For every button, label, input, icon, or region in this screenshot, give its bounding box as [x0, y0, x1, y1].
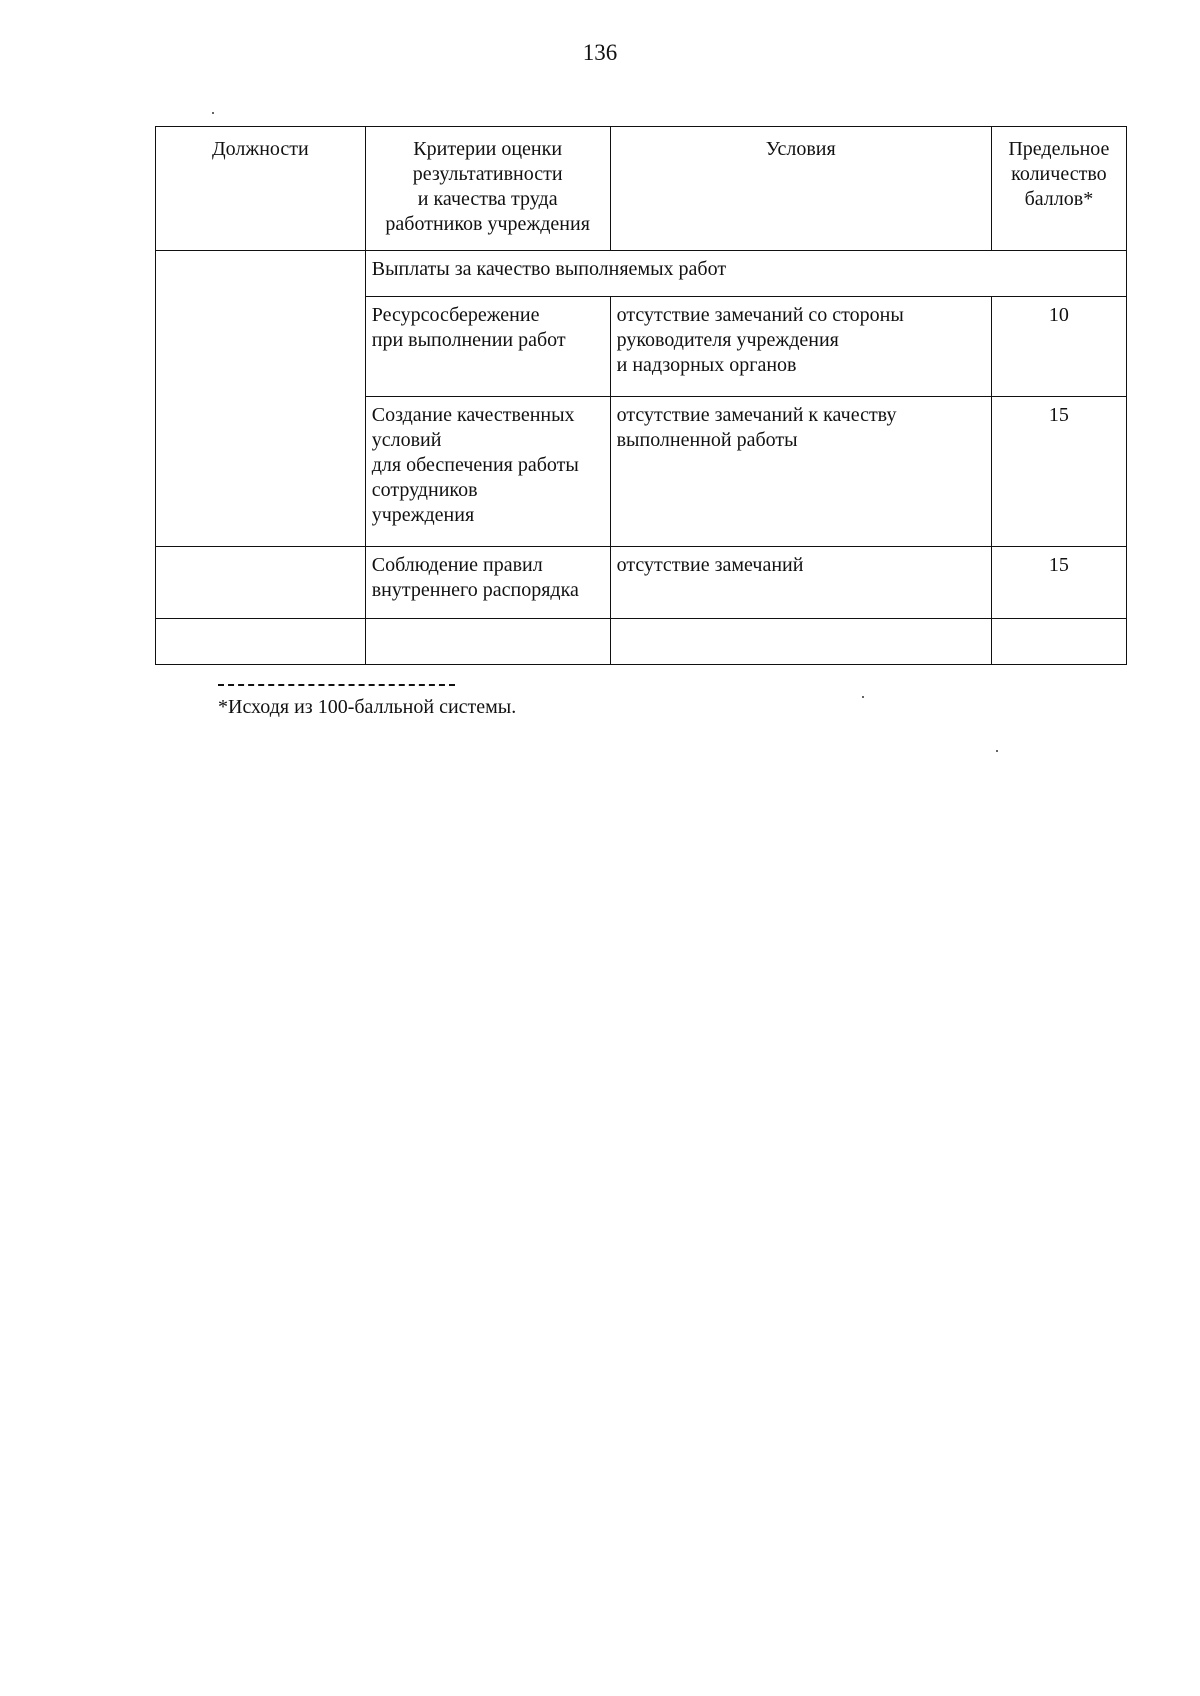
header-max-points: Предельное количество баллов* — [991, 127, 1126, 251]
points-cell — [991, 619, 1126, 665]
header-criteria: Критерии оценки результативности и качества труда работников учреждения — [365, 127, 610, 251]
points-cell: 15 — [991, 547, 1126, 619]
table-header-row — [156, 127, 1127, 251]
points-cell: 15 — [991, 397, 1126, 547]
condition-cell: отсутствие замечаний со стороны руководителя учреждения и надзорных органов — [610, 297, 991, 397]
condition-cell — [610, 619, 991, 665]
footnote: *Исходя из 100-балльной системы. — [218, 696, 517, 718]
criterion-cell: Ресурсосбережение при выполнении работ — [365, 297, 610, 397]
section-row — [156, 251, 1127, 297]
footnote-divider — [218, 684, 455, 686]
condition-cell: отсутствие замечаний — [610, 547, 991, 619]
criterion-cell: Соблюдение правил внутреннего распорядка — [365, 547, 610, 619]
header-positions: Должности — [156, 127, 366, 251]
page-number: 136 — [582, 40, 618, 65]
position-cell — [156, 619, 366, 665]
table-row — [156, 619, 1127, 665]
criterion-cell — [365, 619, 610, 665]
points-cell: 10 — [991, 297, 1126, 397]
criterion-cell: Создание качественных условий для обеспечения работы сотрудников учреждения — [365, 397, 610, 547]
criteria-table — [155, 126, 1127, 665]
scan-speck — [212, 112, 214, 114]
table-row — [156, 547, 1127, 619]
scan-speck — [996, 750, 998, 752]
position-cell — [156, 547, 366, 619]
condition-cell: отсутствие замечаний к качеству выполненной работы — [610, 397, 991, 547]
header-conditions: Условия — [610, 127, 991, 251]
position-cell — [156, 251, 366, 547]
section-title: Выплаты за качество выполняемых работ — [365, 251, 1126, 297]
scan-speck — [862, 696, 864, 698]
